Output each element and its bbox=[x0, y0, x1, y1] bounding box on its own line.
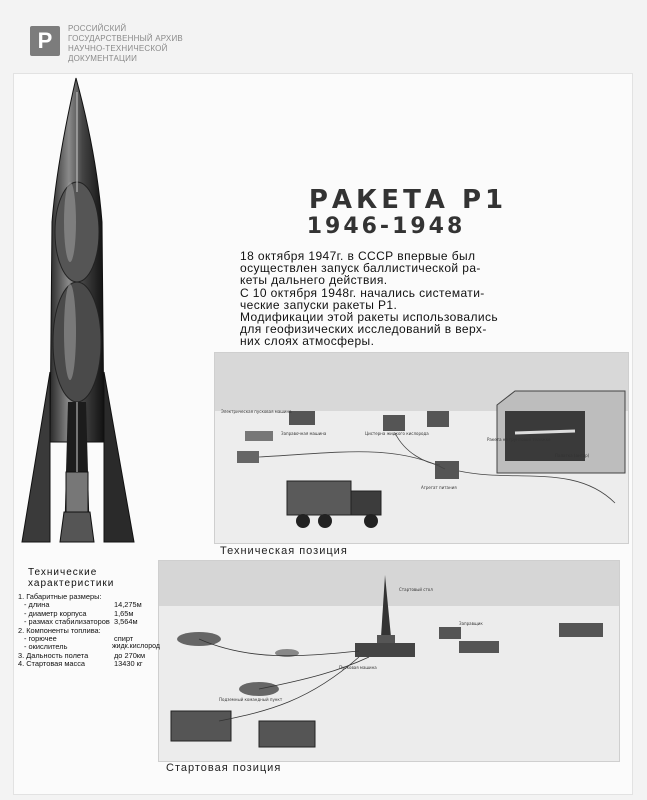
archive-name bbox=[68, 24, 183, 64]
tech-label-6: Цистерна жидкого кислорода bbox=[365, 431, 429, 436]
archive-logo bbox=[30, 26, 60, 56]
spec-label: - длина bbox=[24, 600, 50, 610]
intro-line: Модификации этой ракеты использовались bbox=[240, 310, 498, 325]
spec-row bbox=[18, 660, 158, 668]
spec-label: 4. Стартовая масса bbox=[18, 659, 86, 669]
archive-name-line: НАУЧНО-ТЕХНИЧЕСКОЙ bbox=[68, 44, 168, 53]
intro-line: ческие запуски ракеты Р1. bbox=[240, 297, 398, 312]
poster-years: 1946-1948 bbox=[306, 214, 466, 239]
specs-title bbox=[28, 567, 168, 589]
poster-intro bbox=[240, 250, 615, 348]
spec-label: - диаметр корпуса bbox=[24, 608, 87, 618]
spec-label: - горючее bbox=[24, 633, 57, 643]
tech-label-5: Палатка (ангар) bbox=[555, 453, 590, 458]
spec-label: - окислитель bbox=[24, 642, 68, 652]
launch-label-1: Стартовый стол bbox=[399, 587, 433, 592]
technical-position-illustration bbox=[214, 352, 629, 544]
spec-value: 13430 кг bbox=[114, 659, 143, 669]
specs-title-line: характеристики bbox=[28, 578, 115, 589]
intro-line: 18 октября 1947г. в СССР впервые был bbox=[240, 249, 476, 263]
intro-line: осуществлен запуск баллистической ра- bbox=[240, 261, 481, 276]
spec-label: - размах стабилизаторов bbox=[24, 617, 110, 627]
spec-value: спирт bbox=[114, 633, 134, 643]
tech-label-1: Электрическая пусковая машина bbox=[221, 409, 292, 414]
spec-value: 3,564м bbox=[114, 617, 138, 627]
spec-value: жидк.кислород bbox=[112, 643, 160, 651]
spec-value: 14,275м bbox=[114, 600, 142, 610]
launch-position-caption: Стартовая позиция bbox=[166, 762, 282, 774]
spec-value: 1,65м bbox=[114, 608, 134, 618]
poster-title: РАКЕТА Р1 bbox=[308, 185, 508, 215]
spec-label: 1. Габаритные размеры: bbox=[18, 592, 102, 601]
launch-label-2: Заправщик bbox=[459, 621, 483, 626]
specs-list bbox=[18, 593, 158, 669]
tech-label-3: Агрегат питания bbox=[421, 485, 457, 490]
launch-label-3: Пусковая машина bbox=[339, 665, 377, 670]
launch-position-illustration bbox=[158, 560, 620, 762]
rocket-illustration bbox=[14, 72, 144, 552]
tech-label-2: Заправочная машина bbox=[281, 431, 327, 436]
intro-line: кеты дальнего действия. bbox=[240, 273, 388, 288]
intro-line: С 10 октября 1948г. начались системати- bbox=[240, 285, 485, 300]
technical-position-caption: Техническая позиция bbox=[220, 545, 348, 557]
spec-label: 2. Компоненты топлива: bbox=[18, 625, 101, 635]
archive-name-line: ГОСУДАРСТВЕННЫЙ АРХИВ bbox=[68, 34, 183, 43]
spec-label: 3. Дальность полета bbox=[18, 650, 89, 660]
intro-line: для геофизических исследований в верх- bbox=[240, 322, 487, 337]
archive-logo-letter: Р bbox=[37, 28, 53, 53]
launch-label-4: Подземный командный пункт bbox=[219, 697, 283, 702]
archive-name-line: РОССИЙСКИЙ bbox=[68, 24, 127, 33]
intro-line: них слоях атмосферы. bbox=[240, 334, 375, 349]
tech-label-4: Ракета на грунтовой тележке bbox=[487, 437, 551, 442]
archive-name-line: ДОКУМЕНТАЦИИ bbox=[68, 54, 138, 63]
spec-value: до 270км bbox=[114, 650, 146, 660]
specs-title-line: Технические bbox=[28, 567, 98, 578]
